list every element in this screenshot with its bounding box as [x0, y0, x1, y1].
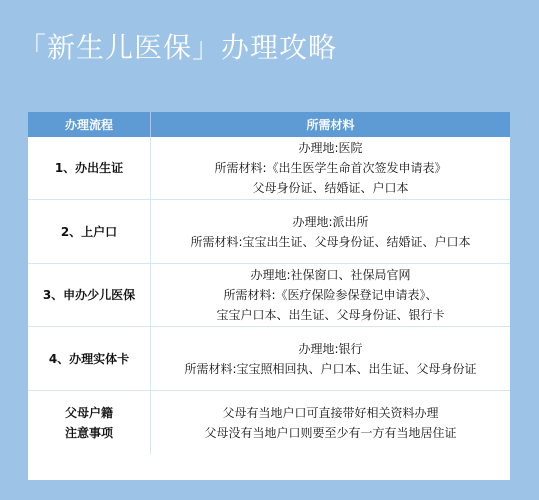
step-label: 1、办出生证: [54, 161, 124, 175]
table-row: [28, 200, 510, 264]
materials-cell: [151, 200, 511, 264]
materials-line: 办理地:派出所: [292, 214, 369, 229]
materials-line: 所需材料:《医疗保险参保登记申请表》、: [223, 288, 438, 302]
materials-cell: [151, 327, 511, 391]
materials-line: 所需材料:宝宝照相回执、户口本、出生证、父母身份证: [184, 361, 477, 376]
step-label: 2、上户口: [60, 224, 118, 239]
page-title: 「新生儿医保」办理攻略: [18, 31, 338, 64]
step-cell: [28, 264, 151, 327]
step-label: 4、办理实体卡: [48, 351, 130, 366]
materials-line: 办理地:社保窗口、社保局官网: [250, 268, 411, 282]
materials-cell: [151, 391, 511, 455]
header-materials: 所需材料: [151, 112, 511, 137]
step-cell: [28, 327, 151, 391]
step-label: 父母户籍: [64, 405, 113, 420]
step-label: 3、申办少儿医保: [42, 288, 136, 302]
table-row: [28, 264, 510, 327]
table-row: [28, 137, 510, 200]
materials-line: 所需材料:《出生医学生命首次签发申请表》: [214, 161, 447, 175]
procedure-table: [28, 112, 510, 454]
materials-line: 所需材料:宝宝出生证、父母身份证、结婚证、户口本: [190, 234, 471, 249]
step-cell: [28, 137, 151, 200]
materials-line: 父母没有当地户口则要至少有一方有当地居住证: [204, 425, 457, 440]
materials-line: 办理地:医院: [298, 141, 363, 155]
materials-cell: [151, 137, 511, 200]
materials-line: 父母有当地户口可直接带好相关资料办理: [222, 405, 439, 420]
materials-line: 办理地:银行: [298, 341, 363, 356]
table-header-row: [28, 112, 510, 137]
table-row: [28, 391, 510, 455]
materials-line: 宝宝户口本、出生证、父母身份证、银行卡: [216, 308, 445, 322]
step-cell: [28, 391, 151, 455]
materials-cell: [151, 264, 511, 327]
step-label: 注意事项: [64, 425, 113, 440]
table-row: [28, 327, 510, 391]
procedure-card: [28, 112, 510, 480]
step-cell: [28, 200, 151, 264]
materials-line: 父母身份证、结婚证、户口本: [252, 181, 409, 195]
header-process: 办理流程: [28, 112, 151, 137]
